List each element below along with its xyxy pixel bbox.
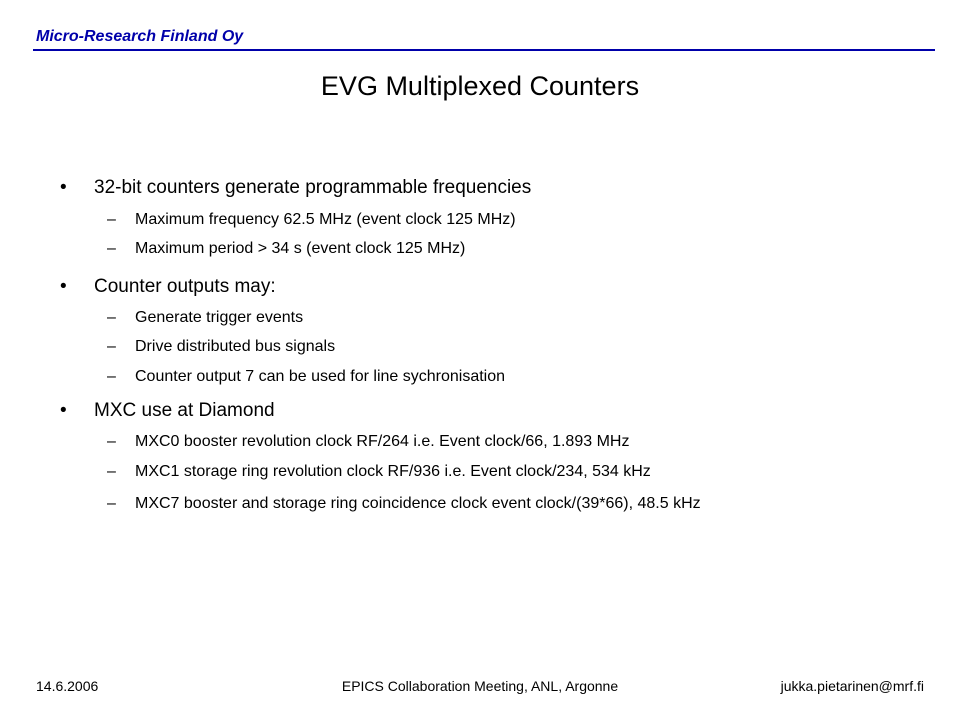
bullet-text: MXC use at Diamond [94, 400, 275, 421]
sub-item-text: MXC7 booster and storage ring coincidence clock event clock/(39*66), 48.5 kHz [135, 495, 701, 512]
dash-glyph: – [107, 309, 116, 326]
bullet-glyph: • [60, 400, 67, 421]
bullet-text: 32-bit counters generate programmable frequencies [94, 177, 532, 198]
slide-title: EVG Multiplexed Counters [320, 71, 640, 101]
bullet-text: Counter outputs may: [94, 276, 276, 297]
header-company: Micro-Research Finland Oy [36, 28, 244, 45]
dash-glyph: – [107, 368, 116, 385]
sub-item-text: Maximum period > 34 s (event clock 125 MHz) [135, 240, 466, 257]
sub-item-text: MXC1 storage ring revolution clock RF/936 i.e. Event clock/234, 534 kHz [135, 463, 651, 480]
sub-item-text: MXC0 booster revolution clock RF/264 i.e. Event clock/66, 1.893 MHz [135, 433, 630, 450]
bullet-glyph: • [60, 276, 67, 297]
dash-glyph: – [107, 240, 116, 257]
footer-event: EPICS Collaboration Meeting, ANL, Argonne [341, 678, 619, 694]
dash-glyph: – [107, 211, 116, 228]
bullet-glyph: • [60, 177, 67, 198]
header-rule [33, 49, 935, 51]
footer-date: 14.6.2006 [36, 678, 99, 694]
dash-glyph: – [107, 463, 116, 480]
dash-glyph: – [107, 433, 116, 450]
dash-glyph: – [107, 338, 116, 355]
sub-item-text: Generate trigger events [135, 309, 304, 326]
dash-glyph: – [107, 495, 116, 512]
sub-item-text: Counter output 7 can be used for line sychronisation [135, 368, 506, 385]
footer-email: jukka.pietarinen@mrf.fi [780, 678, 924, 694]
sub-item-text: Maximum frequency 62.5 MHz (event clock 125 MHz) [135, 211, 516, 228]
sub-item-text: Drive distributed bus signals [135, 338, 336, 355]
